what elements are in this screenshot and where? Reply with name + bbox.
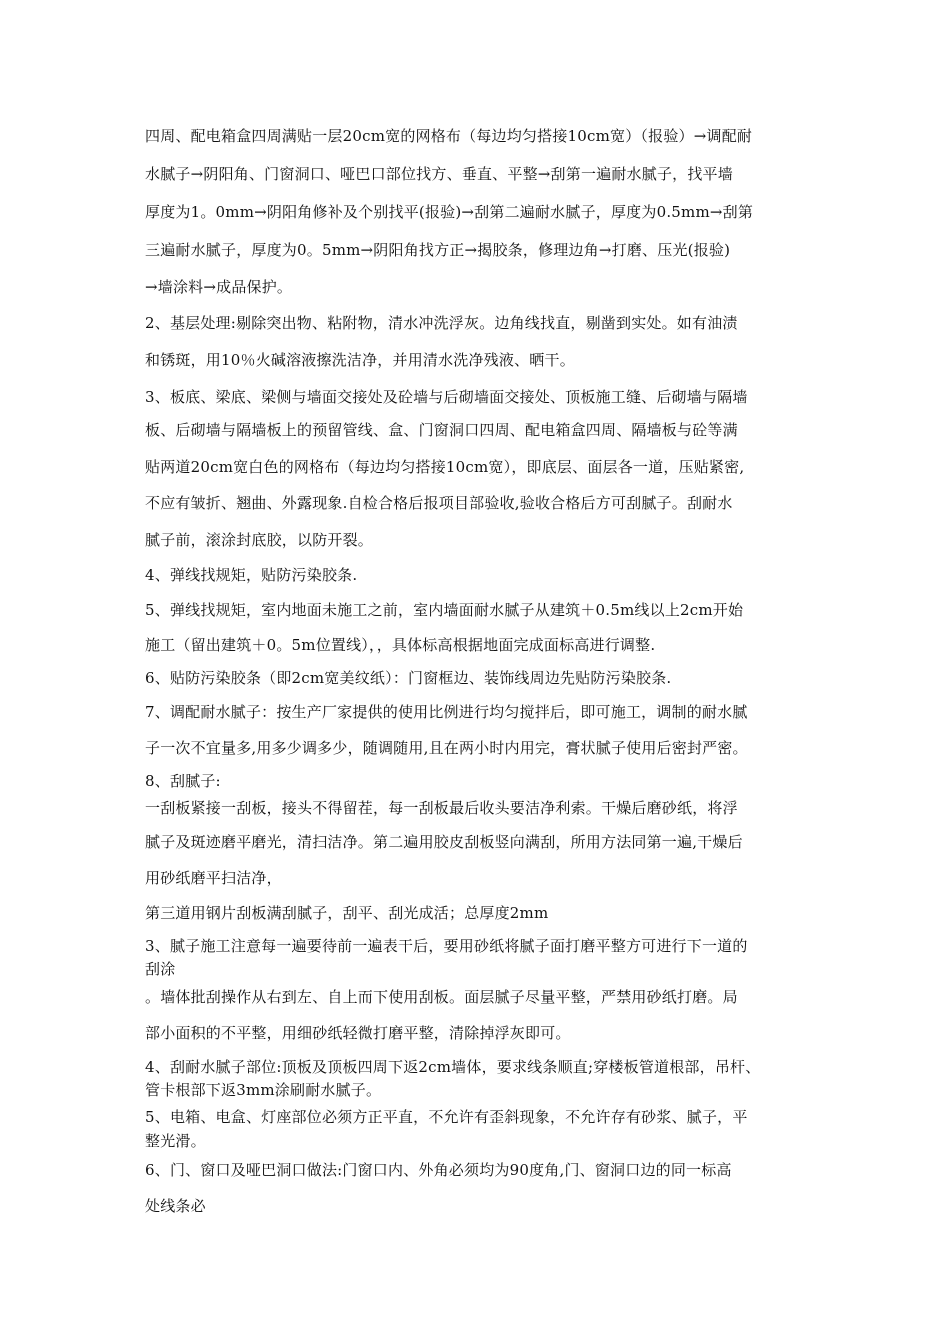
text-line: 4、刮耐水腻子部位:顶板及顶板四周下返2cm墙体，要求线条顺直;穿楼板管道根部，吊杆、 bbox=[145, 1058, 761, 1076]
text-line: 不应有皱折、翘曲、外露现象.自检合格后报项目部验收,验收合格后方可刮腻子。刮耐水 bbox=[145, 494, 733, 512]
text-line: 5、弹线找规矩，室内地面未施工之前，室内墙面耐水腻子从建筑＋0.5m线以上2cm开始 bbox=[145, 601, 744, 619]
text-line: 处线条必 bbox=[145, 1197, 206, 1215]
text-line: 施工（留出建筑＋0。5m位置线），，具体标高根据地面完成面标高进行调整. bbox=[145, 636, 656, 654]
text-line: 管卡根部下返3mm涂刷耐水腻子。 bbox=[145, 1081, 382, 1099]
text-line: 3、板底、梁底、梁侧与墙面交接处及砼墙与后砌墙面交接处、顶板施工缝、后砌墙与隔墙 bbox=[145, 388, 748, 406]
text-line: 。墙体批刮操作从右到左、自上而下使用刮板。面层腻子尽量平整，严禁用砂纸打磨。局 bbox=[145, 988, 738, 1006]
text-line: 四周、配电箱盒四周满贴一层20cm宽的网格布（每边均匀搭接10cm宽）（报验）→调配耐 bbox=[145, 127, 753, 145]
text-line: 贴两道20cm宽白色的网格布（每边均匀搭接10cm宽），即底层、面层各一道，压贴紧密, bbox=[145, 458, 745, 476]
text-line: 3、腻子施工注意每一遍要待前一遍表干后，要用砂纸将腻子面打磨平整方可进行下一道的 bbox=[145, 937, 748, 955]
text-line: 三遍耐水腻子，厚度为0。5mm→阴阳角找方正→揭胶条，修理边角→打磨、压光(报验) bbox=[145, 241, 731, 259]
text-line: 5、电箱、电盒、灯座部位必须方正平直，不允许有歪斜现象，不允许存有砂浆、腻子，平 bbox=[145, 1108, 748, 1126]
text-line: 2、基层处理:剔除突出物、粘附物，清水冲洗浮灰。边角线找直，剔凿到实处。如有油渍 bbox=[145, 314, 738, 332]
text-line: 板、后砌墙与隔墙板上的预留管线、盒、门窗洞口四周、配电箱盒四周、隔墙板与砼等满 bbox=[145, 421, 738, 439]
text-line: 部小面积的不平整，用细砂纸轻微打磨平整，清除掉浮灰即可。 bbox=[145, 1024, 571, 1042]
text-line: →墙涂料→成品保护。 bbox=[145, 278, 293, 296]
text-line: 4、弹线找规矩，贴防污染胶条. bbox=[145, 566, 358, 584]
text-line: 用砂纸磨平扫洁净， bbox=[145, 869, 282, 887]
text-line: 8、刮腻子: bbox=[145, 772, 221, 790]
text-line: 腻子及斑迹磨平磨光，清扫洁净。第二遍用胶皮刮板竖向满刮，所用方法同第一遍,干燥后 bbox=[145, 833, 743, 851]
text-line: 第三道用钢片刮板满刮腻子，刮平、刮光成活；总厚度2mm bbox=[145, 904, 549, 922]
text-line: 7、调配耐水腻子：按生产厂家提供的使用比例进行均匀搅拌后，即可施工，调制的耐水腻 bbox=[145, 703, 748, 721]
text-line: 水腻子→阴阳角、门窗洞口、哑巴口部位找方、垂直、平整→刮第一遍耐水腻子，找平墙 bbox=[145, 165, 733, 183]
text-line: 6、贴防污染胶条（即2cm宽美纹纸）：门窗框边、装饰线周边先贴防污染胶条. bbox=[145, 669, 672, 687]
text-line: 6、门、窗口及哑巴洞口做法:门窗口内、外角必须均为90度角,门、窗洞口边的同一标高 bbox=[145, 1161, 732, 1179]
text-line: 和锈斑，用10％火碱溶液擦洗洁净，并用清水洗净残液、晒干。 bbox=[145, 351, 575, 369]
text-line: 腻子前，滚涂封底胶，以防开裂。 bbox=[145, 531, 374, 549]
text-line: 整光滑。 bbox=[145, 1132, 206, 1150]
text-line: 子一次不宜量多,用多少调多少，随调随用,且在两小时内用完，膏状腻子使用后密封严密。 bbox=[145, 739, 748, 757]
text-line: 厚度为1。0mm→阴阳角修补及个别找平(报验)→刮第二遍耐水腻子，厚度为0.5mm→刮第 bbox=[145, 203, 754, 221]
text-line: 刮涂 bbox=[145, 960, 176, 978]
text-line: 一刮板紧接一刮板，接头不得留茬，每一刮板最后收头要洁净利索。干燥后磨砂纸，将浮 bbox=[145, 799, 738, 817]
